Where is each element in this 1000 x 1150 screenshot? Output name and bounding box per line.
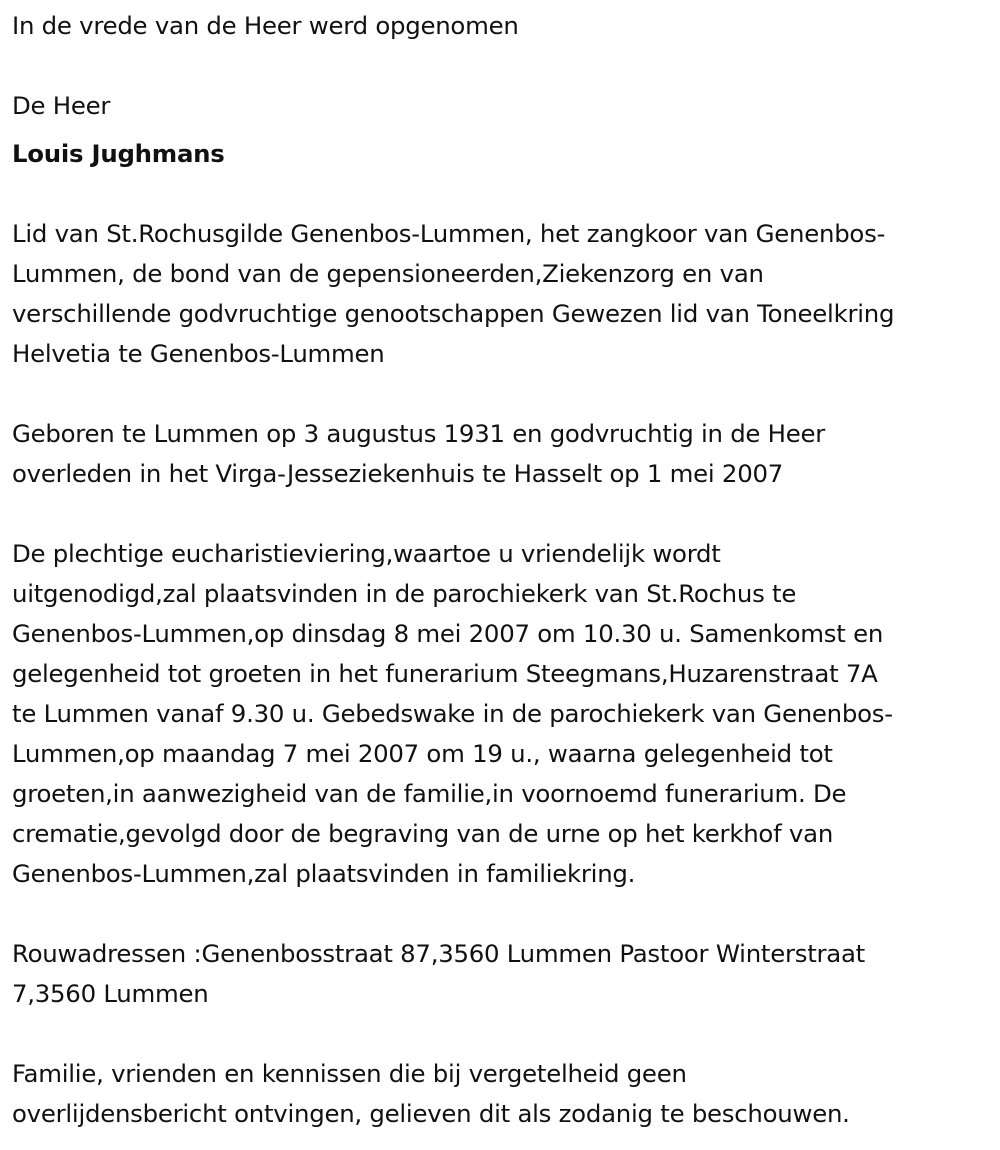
- salutation: De Heer: [12, 91, 111, 120]
- text-line: groeten,in aanwezigheid van de familie,in voornoemd funerarium. De: [12, 779, 847, 808]
- spacer: [12, 894, 992, 934]
- text-line: Genenbos-Lummen,zal plaatsvinden in familiekring.: [12, 859, 636, 888]
- closing-paragraph: [12, 1054, 992, 1134]
- text-line: Lummen, de bond van de gepensioneerden,Ziekenzorg en van: [12, 259, 764, 288]
- spacer: [12, 126, 992, 134]
- text-line: te Lummen vanaf 9.30 u. Gebedswake in de parochiekerk van Genenbos-: [12, 699, 893, 728]
- text-line: overlijdensbericht ontvingen, gelieven dit als zodanig te beschouwen.: [12, 1099, 850, 1128]
- text-line: gelegenheid tot groeten in het funerarium Steegmans,Huzarenstraat 7A: [12, 659, 878, 688]
- obituary-text: [12, 6, 992, 1134]
- membership-paragraph: [12, 214, 992, 374]
- text-line: Rouwadressen :Genenbosstraat 87,3560 Lummen Pastoor Winterstraat: [12, 939, 865, 968]
- spacer: [12, 1014, 992, 1054]
- text-line: 7,3560 Lummen: [12, 979, 209, 1008]
- text-line: Lid van St.Rochusgilde Genenbos-Lummen, het zangkoor van Genenbos-: [12, 219, 886, 248]
- spacer: [12, 494, 992, 534]
- text-line: Geboren te Lummen op 3 augustus 1931 en godvruchtig in de Heer: [12, 419, 826, 448]
- text-line: Lummen,op maandag 7 mei 2007 om 19 u., waarna gelegenheid tot: [12, 739, 833, 768]
- text-line: De plechtige eucharistieviering,waartoe u vriendelijk wordt: [12, 539, 721, 568]
- spacer: [12, 174, 992, 214]
- text-line: crematie,gevolgd door de begraving van de urne op het kerkhof van: [12, 819, 834, 848]
- spacer: [12, 46, 992, 86]
- text-line: Helvetia te Genenbos-Lummen: [12, 339, 385, 368]
- spacer: [12, 374, 992, 414]
- text-line: overleden in het Virga-Jesseziekenhuis te Hasselt op 1 mei 2007: [12, 459, 784, 488]
- text-line: Familie, vrienden en kennissen die bij vergetelheid geen: [12, 1059, 687, 1088]
- intro-line: In de vrede van de Heer werd opgenomen: [12, 11, 519, 40]
- deceased-name: Louis Jughmans: [12, 139, 225, 168]
- addresses-paragraph: [12, 934, 992, 1014]
- birth-death-paragraph: [12, 414, 992, 494]
- text-line: uitgenodigd,zal plaatsvinden in de parochiekerk van St.Rochus te: [12, 579, 797, 608]
- text-line: verschillende godvruchtige genootschappen Gewezen lid van Toneelkring: [12, 299, 895, 328]
- ceremony-paragraph: [12, 534, 992, 894]
- text-line: Genenbos-Lummen,op dinsdag 8 mei 2007 om 10.30 u. Samenkomst en: [12, 619, 884, 648]
